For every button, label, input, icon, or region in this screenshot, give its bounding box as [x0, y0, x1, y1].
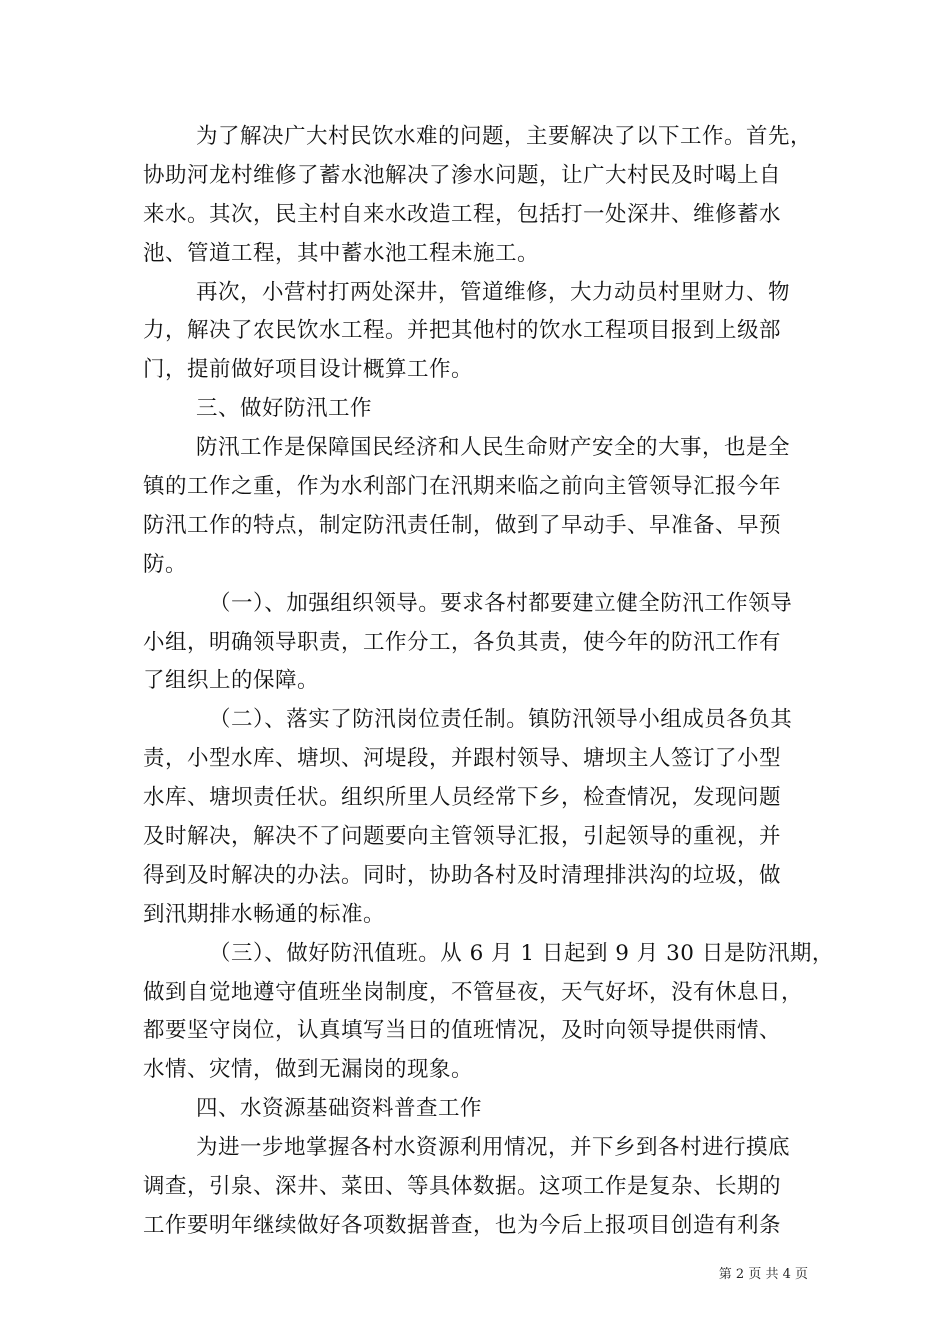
- paragraph-line: （三）、做好防汛值班。从 6 月 1 日起到 9 月 30 日是防汛期，: [209, 940, 834, 966]
- paragraph-line: 来水。其次，民主村自来水改造工程，包括打一处深井、维修蓄水: [143, 201, 782, 227]
- paragraph-line: 四、水资源基础资料普查工作: [196, 1096, 483, 1122]
- paragraph-line: 得到及时解决的办法。同时，协助各村及时清理排洪沟的垃圾，做: [143, 862, 782, 888]
- paragraph: [143, 585, 809, 702]
- paragraph: [143, 1129, 809, 1246]
- paragraph-line: 调查，引泉、深井、菜田、等具体数据。这项工作是复杂、长期的: [143, 1174, 782, 1200]
- paragraph-line: 防汛工作的特点，制定防汛责任制，做到了早动手、早准备、早预: [143, 512, 782, 538]
- paragraph-line: 镇的工作之重，作为水利部门在汛期来临之前向主管领导汇报今年: [143, 474, 782, 500]
- paragraph-line: 再次，小营村打两处深井，管道维修，大力动员村里财力、物: [196, 279, 791, 305]
- paragraph-line: 防汛工作是保障国民经济和人民生命财产安全的大事，也是全: [196, 435, 791, 461]
- paragraph-line: 池、管道工程，其中蓄水池工程未施工。: [143, 240, 540, 266]
- paragraph-line: （二）、落实了防汛岗位责任制。镇防汛领导小组成员各负其: [209, 707, 793, 733]
- paragraph: [143, 274, 809, 391]
- paragraph-line: 协助河龙村维修了蓄水池解决了渗水问题，让广大村民及时喝上自: [143, 162, 782, 188]
- paragraph-line: 三、做好防汛工作: [196, 396, 373, 422]
- paragraph-line: 力，解决了农民饮水工程。并把其他村的饮水工程项目报到上级部: [143, 318, 782, 344]
- document-body: [143, 118, 834, 1246]
- paragraph-line: 防。: [143, 551, 188, 577]
- paragraph-line: 水库、塘坝责任状。组织所里人员经常下乡，检查情况，发现问题: [143, 785, 782, 811]
- paragraph-line: 做到自觉地遵守值班坐岗制度，不管昼夜，天气好坏，没有休息日，: [143, 979, 804, 1005]
- paragraph-line: 工作要明年继续做好各项数据普查，也为今后上报项目创造有利条: [143, 1212, 782, 1238]
- paragraph: [143, 935, 834, 1091]
- paragraph: [143, 429, 809, 585]
- paragraph-line: 为了解决广大村民饮水难的问题，主要解决了以下工作。首先，: [196, 124, 813, 149]
- paragraph-line: 责，小型水库、塘坝、河堤段，并跟村领导、塘坝主人签订了小型: [143, 746, 782, 772]
- paragraph-line: 及时解决，解决不了问题要向主管领导汇报，引起领导的重视，并: [143, 824, 782, 850]
- paragraph-line: 了组织上的保障。: [143, 668, 320, 694]
- paragraph-line: 都要坚守岗位，认真填写当日的值班情况，及时向领导提供雨情、: [143, 1018, 782, 1044]
- paragraph: [143, 701, 809, 934]
- paragraph-line: 小组，明确领导职责，工作分工，各负其责，使今年的防汛工作有: [143, 629, 782, 655]
- paragraph-line: （一）、加强组织领导。要求各村都要建立健全防汛工作领导: [209, 590, 793, 616]
- paragraph-line: 到汛期排水畅通的标准。: [143, 901, 386, 927]
- paragraph: [143, 118, 813, 274]
- paragraph: [143, 390, 809, 429]
- paragraph-line: 为进一步地掌握各村水资源利用情况，并下乡到各村进行摸底: [196, 1135, 791, 1161]
- paragraph-line: 水情、灾情，做到无漏岗的现象。: [143, 1057, 474, 1083]
- paragraph-line: 门，提前做好项目设计概算工作。: [143, 357, 474, 383]
- page-number: 第 2 页 共 4 页: [718, 1267, 808, 1282]
- paragraph: [143, 1090, 809, 1129]
